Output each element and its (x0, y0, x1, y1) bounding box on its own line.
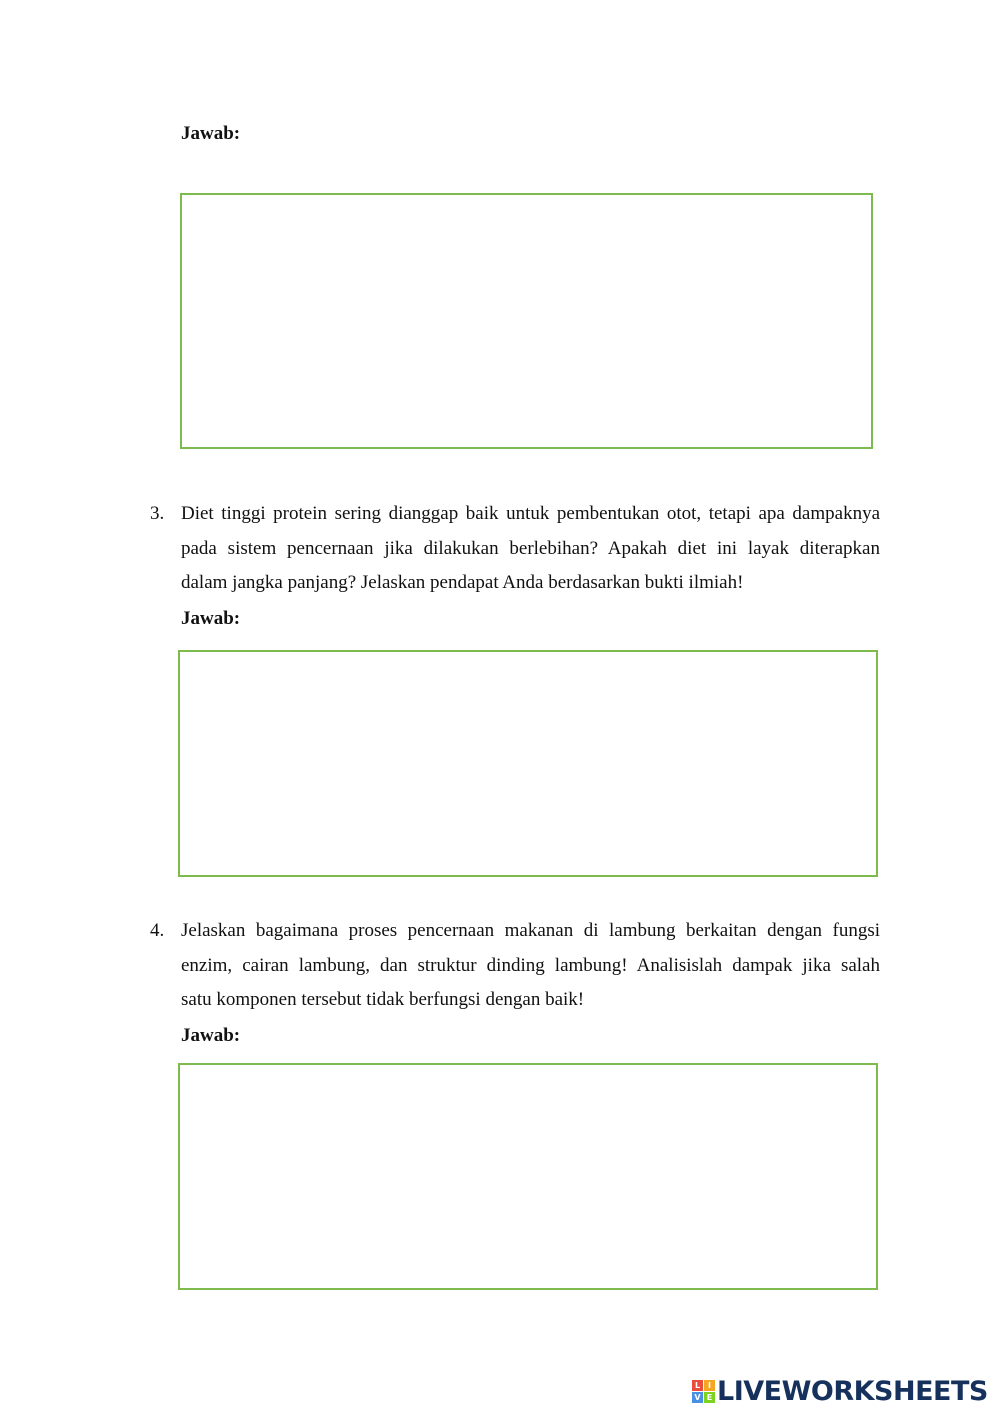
question-line: Diet tinggi protein sering dianggap baik untuk pembentukan otot, tetapi apa dampaknya (181, 503, 880, 524)
logo-letter: L (692, 1380, 703, 1391)
question-line: pada sistem pencernaan jika dilakukan berlebihan? Apakah diet ini layak diterapkan (181, 537, 880, 559)
logo-letter: E (704, 1392, 715, 1403)
question-line: enzim, cairan lambung, dan struktur dinding lambung! Analisislah dampak jika salah (181, 954, 880, 976)
brand-name: LIVEWORKSHEETS (717, 1375, 988, 1407)
answer-box-q3[interactable] (178, 650, 878, 877)
question-4 (150, 914, 880, 1018)
answer-label-q3: Jawab: (181, 608, 241, 629)
question-text (181, 497, 880, 601)
answer-label-q2: Jawab: (181, 123, 241, 144)
answer-box-q2[interactable] (180, 193, 873, 449)
question-text (181, 914, 880, 1018)
liveworksheets-logo (692, 1376, 988, 1406)
question-number: 3. (150, 503, 165, 524)
question-line: Jelaskan bagaimana proses pencernaan makanan di lambung berkaitan dengan fungsi (181, 920, 880, 941)
answer-box-q4[interactable] (178, 1063, 878, 1290)
question-line: dalam jangka panjang? Jelaskan pendapat Anda berdasarkan bukti ilmiah! (181, 572, 744, 593)
question-3 (150, 497, 880, 601)
answer-label-q4: Jawab: (181, 1025, 241, 1046)
question-line: satu komponen tersebut tidak berfungsi dengan baik! (181, 989, 585, 1010)
logo-letter: V (692, 1392, 703, 1403)
question-number: 4. (150, 920, 165, 941)
logo-letter: I (704, 1380, 715, 1391)
liveworksheets-icon (692, 1380, 715, 1403)
